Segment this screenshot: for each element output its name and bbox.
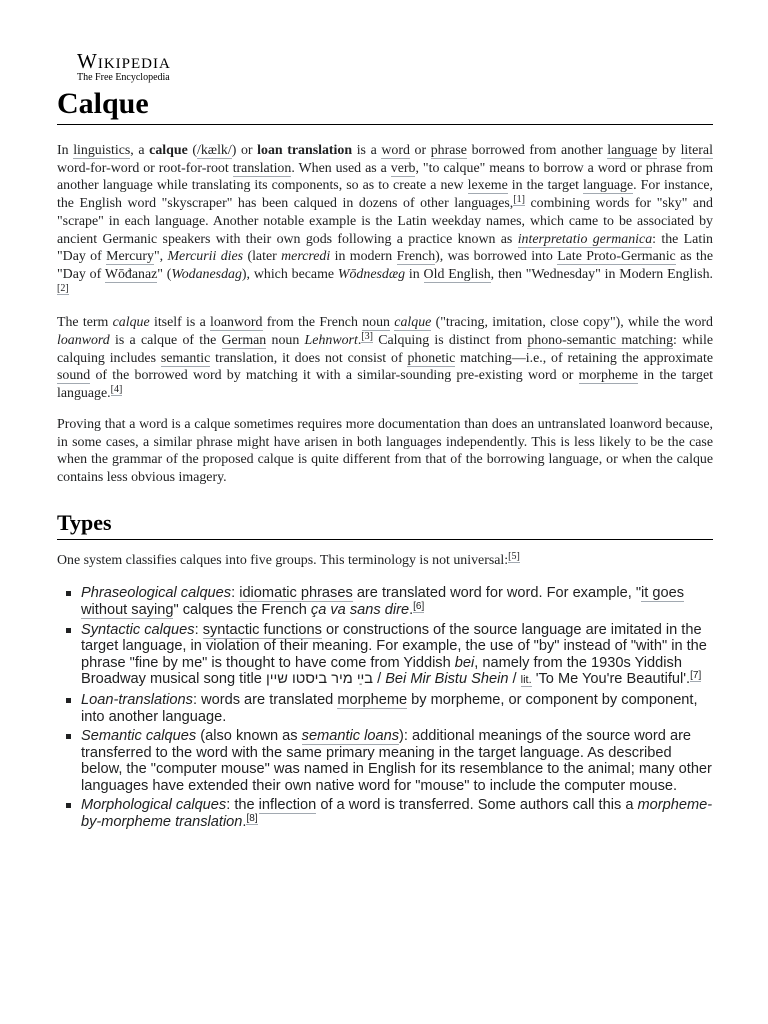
article-title: Calque — [57, 86, 713, 125]
link-calque-wiktionary[interactable]: calque — [394, 315, 432, 331]
logo-tagline: The Free Encyclopedia — [77, 72, 170, 83]
ref-7[interactable]: [7] — [690, 670, 702, 682]
lead-paragraph-3: Proving that a word is a calque sometimes requires more documentation than does an untranslated loanword because, in some cases, a similar phrase might have arisen in both languages independently. This is less likely to be the case when the grammar of the proposed calque is quite different from that of the borrowing language, or when the calque contains less obvious imagery. — [57, 416, 713, 485]
list-item: Loan-translations: words are translated morpheme by morpheme, or component by component, into another language. — [57, 692, 713, 725]
link-semantic[interactable]: semantic — [160, 350, 211, 366]
lead-paragraph-1: In linguistics, a calque (/kælk/) or loan translation is a word or phrase borrowed from another language by literal word-for-word or root-for-root translation. When used as a verb, "to calque" means to borrow a word or phrase from another language while translating its components, so as to create a new lexeme in the target language. For instance, the English word "skyscraper" has been calqued in dozens of other languages,[1] combining words for "sky" and "scrape" in each language. Another notable example is the Latin weekday names, which came to be associated by ancient Germanic speakers with their own gods following a practice known as interpretatio germanica: the Latin "Day of Mercury", Mercurii dies (later mercredi in modern French), was borrowed into Late Proto-Germanic as the "Day of Wōđanaz" (Wodanesdag), which became Wōdnesdæg in Old English, then "Wednesday" in Modern English.[2] — [57, 143, 713, 294]
types-intro: One system classifies calques into five groups. This terminology is not universal:[5] — [57, 550, 520, 568]
ref-6[interactable]: [6] — [413, 600, 425, 612]
article-page — [57, 0, 713, 831]
link-morpheme-list[interactable]: morpheme — [337, 691, 408, 708]
link-sound[interactable]: sound — [57, 368, 91, 384]
link-interpretatio-germanica[interactable]: interpretatio germanica — [517, 231, 653, 247]
bullet-icon — [66, 591, 71, 596]
link-morpheme[interactable]: morpheme — [578, 368, 639, 384]
link-lit-abbreviation[interactable]: lit. — [520, 674, 532, 687]
link-semantic-loans[interactable]: semantic loans — [301, 728, 399, 745]
list-item: Morphological calques: the inflection of a word is transferred. Some authors call this a morpheme-by-morpheme translation.[8] — [57, 797, 713, 830]
link-it-goes-without-saying[interactable]: it goes without saying — [81, 585, 685, 618]
link-linguistics[interactable]: linguistics — [73, 143, 131, 158]
list-item: Syntactic calques: syntactic functions or constructions of the source language are imitated in the target language, in violation of their meaning. For example, the use of "by" instead of "with" in the phrase "fine by me" is thought to have come from Yiddish bei, namely from the 1930s Yiddish Broadway musical song title בײַ מיר ביסטו שיין / Bei Mir Bistu Shein / lit. 'To Me You're Beautiful'.[7] — [57, 622, 713, 689]
link-loanword[interactable]: loanword — [210, 315, 263, 331]
types-list — [57, 585, 713, 830]
ref-4[interactable]: [4] — [110, 384, 123, 396]
list-item: Semantic calques (also known as semantic loans): additional meanings of the source word are transferred to the word with the same primary meaning in the target language. As described below, the "computer mouse" was named in English for its resemblance to the animal; many other languages have extended their own native word for "mouse" to include the computer mouse. — [57, 728, 713, 794]
link-translation[interactable]: translation — [232, 160, 292, 176]
link-wodanaz[interactable]: Wōđanaz — [104, 266, 158, 282]
link-idiomatic-phrases[interactable]: idiomatic phrases — [239, 585, 353, 602]
link-language[interactable]: language — [607, 143, 658, 158]
link-inflection[interactable]: inflection — [258, 797, 317, 814]
ref-1[interactable]: [1] — [513, 194, 525, 206]
section-heading-types: Types — [57, 509, 713, 540]
ref-8[interactable]: [8] — [246, 813, 258, 825]
link-verb[interactable]: verb — [390, 160, 416, 176]
ref-5[interactable]: [5] — [508, 550, 520, 562]
link-german[interactable]: German — [221, 333, 267, 349]
link-phono-semantic-matching[interactable]: phono-semantic matching — [527, 333, 674, 349]
link-word[interactable]: word — [381, 143, 410, 158]
logo-wordmark: Wikipedia — [77, 49, 171, 73]
link-phrase[interactable]: phrase — [430, 143, 467, 158]
link-noun[interactable]: noun — [362, 315, 390, 331]
bullet-icon — [66, 734, 71, 739]
ref-3[interactable]: [3] — [361, 331, 373, 343]
bullet-icon — [66, 698, 71, 703]
wikipedia-logo[interactable] — [77, 50, 217, 84]
link-late-proto-germanic[interactable]: Late Proto-Germanic — [557, 249, 676, 265]
link-lexeme[interactable]: lexeme — [467, 178, 508, 194]
bullet-icon — [66, 803, 71, 808]
link-language-2[interactable]: language — [583, 178, 634, 194]
link-mercury[interactable]: Mercury — [106, 249, 154, 265]
lead-paragraph-2: The term calque itself is a loanword from the French noun calque ("tracing, imitation, close copy"), while the word loanword is a calque of the German noun Lehnwort.[3] Calquing is distinct from phono-semantic matching: while calquing includes semantic translation, it does not consist of phonetic matching—i.e., of retaining the approximate sound of the borrowed word by matching it with a similar-sounding pre-existing word or morpheme in the target language.[4] — [57, 315, 713, 402]
link-literal[interactable]: literal — [680, 143, 713, 158]
link-french[interactable]: French — [396, 249, 436, 265]
bullet-icon — [66, 628, 71, 633]
ref-2[interactable]: [2] — [57, 282, 69, 294]
link-syntactic-functions[interactable]: syntactic functions — [202, 621, 322, 638]
list-item: Phraseological calques: idiomatic phrases are translated word for word. For example, "it goes without saying" calques the French ça va sans dire.[6] — [57, 585, 713, 618]
link-old-english[interactable]: Old English — [423, 266, 491, 282]
link-pronunciation[interactable]: /kælk/ — [197, 143, 232, 158]
link-phonetic[interactable]: phonetic — [407, 350, 456, 366]
